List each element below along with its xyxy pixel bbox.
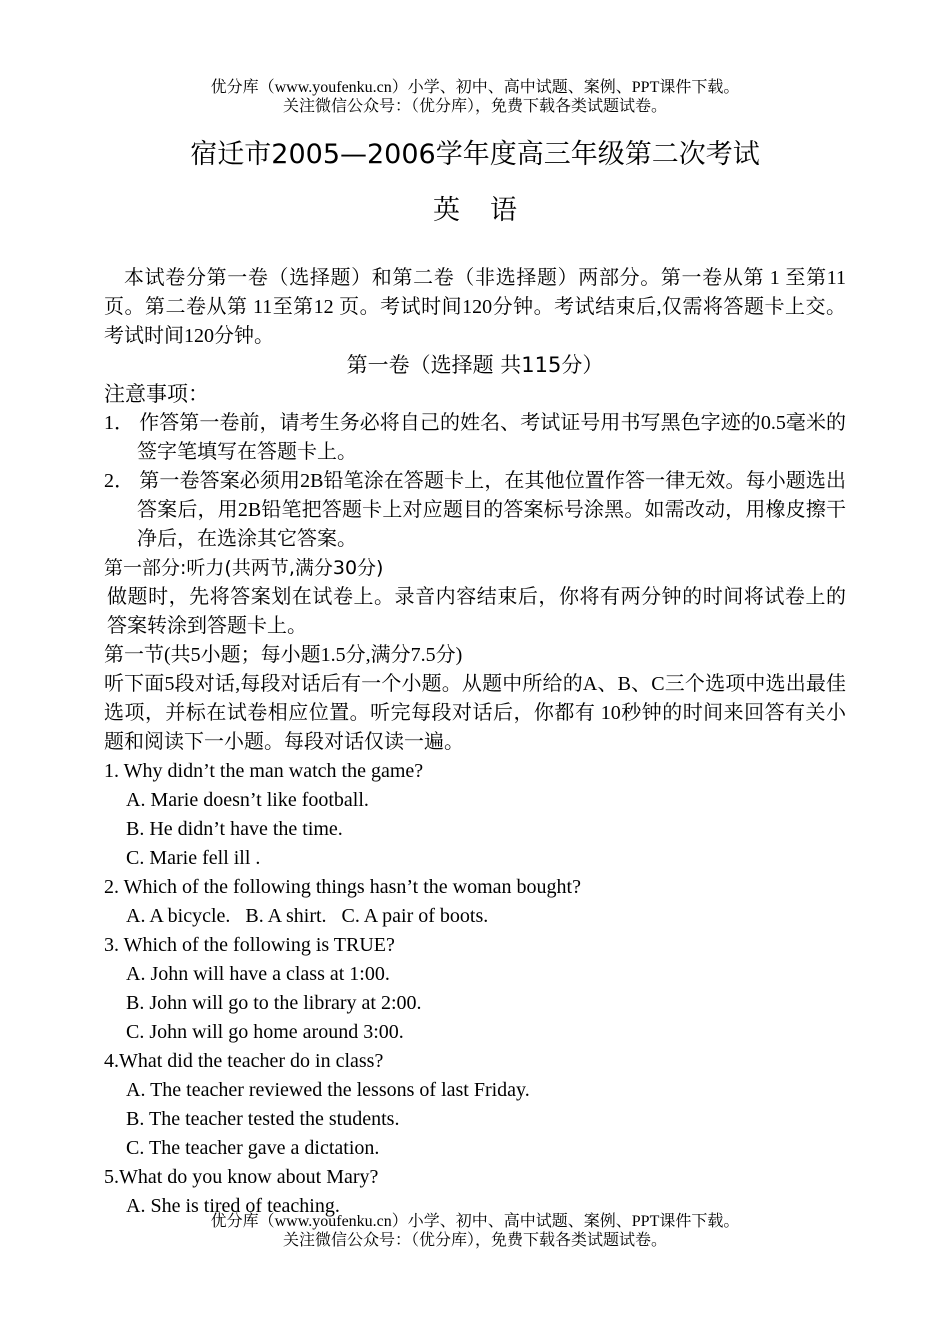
question-option: A. The teacher reviewed the lessons of last Friday. (126, 1079, 530, 1101)
footer-line-1: 优分库（www.youfenku.cn）小学、初中、高中试题、案例、PPT课件下载。 (210, 1213, 740, 1230)
question-option: A. John will have a class at 1:00. (126, 963, 390, 985)
intro-paragraph: 本试卷分第一卷（选择题）和第二卷（非选择题）两部分。第一卷从第 1 至第11 页。第二卷从第 11至第12 页。考试时间120分钟。考试结束后,仅需将答题卡上交。考试时间120分钟。 (104, 267, 846, 347)
question-text: 4.What did the teacher do in class? (104, 1050, 384, 1072)
section1-instructions: 听下面5段对话,每段对话后有一个小题。从题中所给的A、B、C三个选项中选出最佳选项，并标在试卷相应位置。听完每段对话后，你都有 10秒钟的时间来回答有关小题和阅读下一小题。每段对话仅读一遍。 (104, 673, 846, 753)
question-option: B. The teacher tested the students. (126, 1108, 400, 1130)
question-option: B. He didn’t have the time. (126, 818, 343, 840)
question-text: 1. Why didn’t the man watch the game? (104, 760, 424, 782)
header-line-2: 关注微信公众号：（优分库），免费下载各类试题试卷。 (282, 98, 667, 115)
header-line-1: 优分库（www.youfenku.cn）小学、初中、高中试题、案例、PPT课件下载。 (210, 79, 740, 96)
question-text: 5.What do you know about Mary? (104, 1166, 379, 1188)
question-item (104, 873, 846, 931)
note-item: 2． 第一卷答案必须用2B铅笔涂在答题卡上，在其他位置作答一律无效。每小题选出答案后，用2B铅笔把答题卡上对应题目的答案标号涂黑。如需改动，用橡皮擦干净后，在选涂其它答案。 (104, 470, 846, 550)
part1-instructions: 做题时，先将答案划在试卷上。录音内容结束后，你将有两分钟的时间将试卷上的答案转涂到答题卡上。 (107, 586, 846, 637)
section1-title: 第一节(共5小题；每小题1.5分,满分7.5分) (104, 644, 463, 666)
question-option: A. She is tired of teaching. (126, 1195, 340, 1217)
notes-heading: 注意事项： (104, 382, 209, 406)
question-option: A. Marie doesn’t like football. (126, 789, 369, 811)
question-option: A. A bicycle. B. A shirt. C. A pair of boots. (126, 905, 489, 927)
question-option: B. John will go to the library at 2:00. (126, 992, 422, 1014)
volume-title: 第一卷（选择题 共115分） (346, 353, 604, 377)
footer-line-2: 关注微信公众号：（优分库），免费下载各类试题试卷。 (282, 1232, 667, 1249)
question-text: 2. Which of the following things hasn’t the woman bought? (104, 876, 581, 898)
exam-subject: 英语 (433, 195, 547, 226)
exam-content (104, 264, 846, 1221)
page-footer (0, 1212, 950, 1250)
question-text: 3. Which of the following is TRUE? (104, 934, 395, 956)
question-item (104, 931, 846, 1047)
question-option: C. John will go home around 3:00. (126, 1021, 404, 1043)
question-item (104, 757, 846, 873)
question-option: C. The teacher gave a dictation. (126, 1137, 380, 1159)
question-option: C. Marie fell ill . (126, 847, 261, 869)
exam-title: 宿迁市2005—2006学年度高三年级第二次考试 (190, 139, 760, 170)
page-header (0, 78, 950, 116)
question-item (104, 1047, 846, 1163)
part1-title: 第一部分:听力(共两节,满分30分) (104, 557, 384, 579)
note-item: 1． 作答第一卷前，请考生务必将自己的姓名、考试证号用书写黑色字迹的0.5毫米的签字笔填写在答题卡上。 (104, 412, 846, 463)
